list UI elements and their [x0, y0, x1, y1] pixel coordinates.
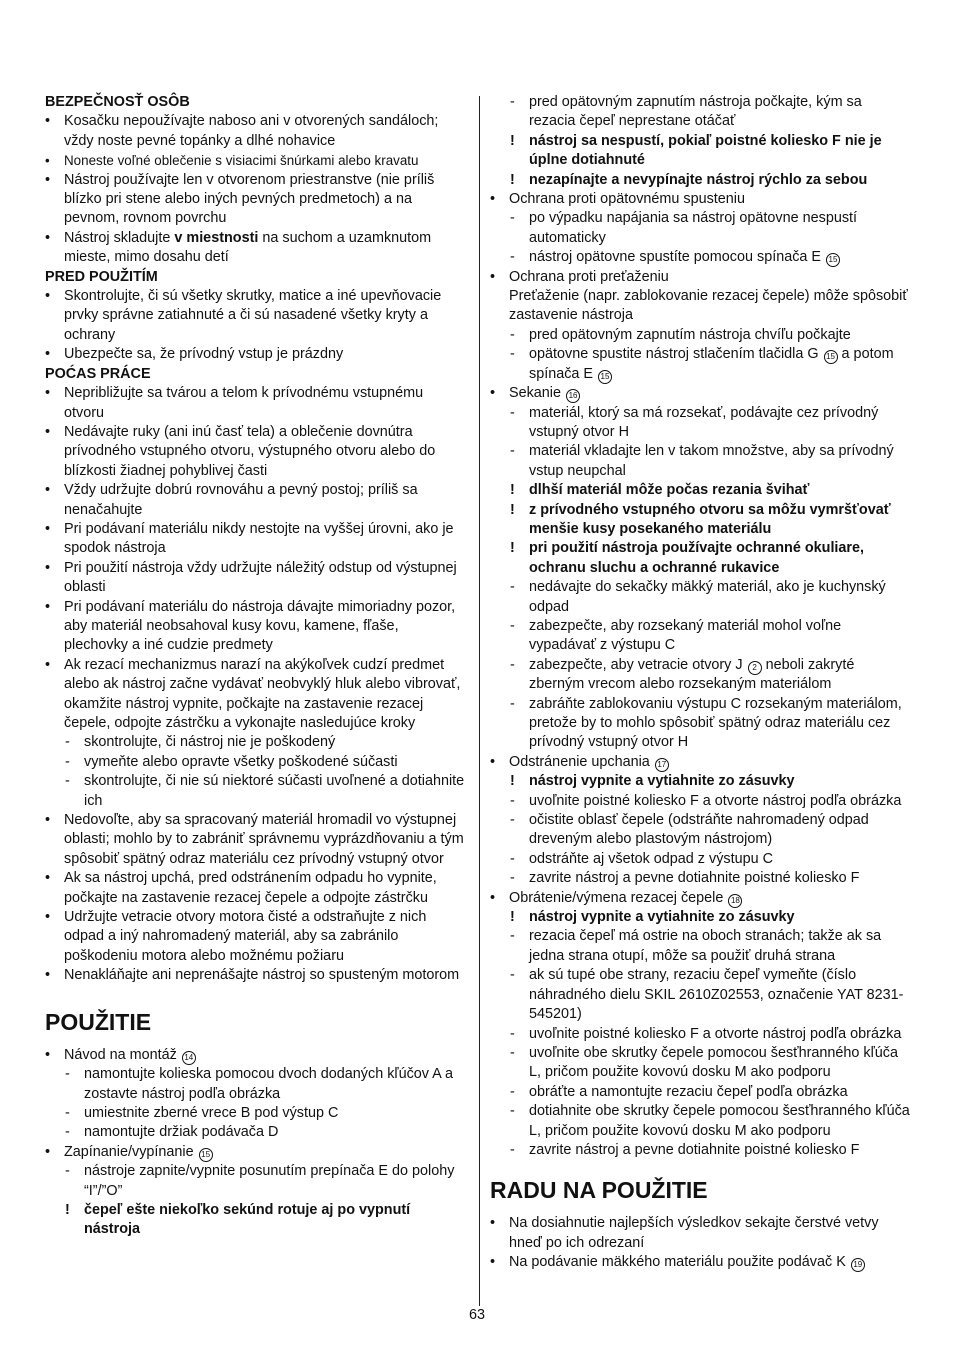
figure-ref-icon: 2	[748, 661, 762, 675]
list-item: • Vždy udržujte dobrú rovnováhu a pevný postoj; príliš sa nenačahujte	[45, 481, 465, 520]
sub-item: - po výpadku napájania sa nástroj opätovne nespustí automaticky	[490, 209, 912, 248]
sub-item: - zabezpečte, aby vetracie otvory J 2 neboli zakryté zberným vrecom alebo rozsekaným materiálom	[490, 656, 912, 695]
list-item: • Ochrana proti preťaženiu	[490, 268, 912, 287]
list-item: • Na podávanie mäkkého materiálu použite podávač K 19	[490, 1253, 912, 1272]
section-heading: BEZPEČNOSŤ OSÔB	[45, 94, 190, 110]
sub-item: - namontujte držiak podávača D	[45, 1123, 465, 1142]
paragraph: Preťaženie (napr. zablokovanie rezacej čepele) môže spôsobiť zastavenie nástroja	[509, 288, 908, 324]
list-item: • Zapínanie/vypínanie 15	[45, 1143, 465, 1162]
sub-item: - skontrolujte, či nástroj nie je poškodený	[45, 733, 465, 752]
warning-item: ! čepeľ ešte niekoľko sekúnd rotuje aj po vypnutí nástroja	[45, 1201, 465, 1240]
sub-item: - zavrite nástroj a pevne dotiahnite poistné koliesko F	[490, 1141, 912, 1160]
list-item: • Skontrolujte, či sú všetky skrutky, matice a iné upevňovacie prvky správne zatiahnuté a či sú nasadené všetky kryty a ochrany	[45, 287, 465, 345]
list-item: • Pri použití nástroja vždy udržujte náležitý odstup od výstupnej oblasti	[45, 559, 465, 598]
sub-item: - materiál, ktorý sa má rozsekať, podávajte cez prívodný vstupný otvor H	[490, 404, 912, 443]
sub-item: - dotiahnite obe skrutky čepele pomocou šesťhranného kľúča L, pričom použite kovovú dosku M ako podporu	[490, 1102, 912, 1141]
list-item: • Obrátenie/výmena rezacej čepele 18	[490, 889, 912, 908]
sub-item: - zabráňte zablokovaniu výstupu C rozsekaným materiálom, pretože by to mohlo spôsobiť spätný odraz materiálu cez prívodný vstupný otvor H	[490, 695, 912, 753]
warning-item: ! pri použití nástroja používajte ochranné okuliare, ochranu sluchu a ochranné rukavice	[490, 539, 912, 578]
section-title-tips: RADU NA POUŽITIE	[490, 1177, 708, 1204]
list-item: • Nepribližujte sa tvárou a telom k prívodnému vstupnému otvoru	[45, 384, 465, 423]
sub-item: - zavrite nástroj a pevne dotiahnite poistné koliesko F	[490, 869, 912, 888]
sub-item: - nástroje zapnite/vypnite posunutím prepínača E do polohy “I”/”O”	[45, 1162, 465, 1201]
list-item: • Na dosiahnutie najlepších výsledkov sekajte čerstvé vetvy hneď po ich odrezaní	[490, 1214, 912, 1253]
list-item: • Noneste voľné oblečenie s visiacimi šnúrkami alebo kravatu	[45, 151, 465, 170]
list-item: • Nástroj používajte len v otvorenom priestranstve (nie príliš blízko pri stene alebo iných pevných predmetoch) a na pevnom, rovnom povrchu	[45, 171, 465, 229]
warning-item: ! nezapínajte a nevypínajte nástroj rýchlo za sebou	[490, 171, 912, 190]
list-item: • Ak sa nástroj upchá, pred odstránením odpadu ho vypnite, počkajte na zastavenie rezacej čepele a odpojte zástrčku	[45, 869, 465, 908]
sub-item: - ak sú tupé obe strany, rezaciu čepeľ vymeňte (číslo náhradného dielu SKIL 2610Z02553, označenie YAT 8231-545201)	[490, 966, 912, 1024]
sub-item: - rezacia čepeľ má ostrie na oboch stranách; takže ak sa jedna strana otupí, môže sa použiť druhá strana	[490, 927, 912, 966]
figure-ref-icon: 16	[566, 389, 580, 403]
list-item: • Nástroj skladujte v miestnosti na suchom a uzamknutom mieste, mimo dosahu detí	[45, 229, 465, 268]
sub-item: - materiál vkladajte len v takom množstve, aby sa prívodný vstup neupchal	[490, 442, 912, 481]
figure-ref-icon: 18	[728, 894, 742, 908]
sub-item: - odstráňte aj všetok odpad z výstupu C	[490, 850, 912, 869]
figure-ref-icon: 15	[824, 350, 838, 364]
warning-item: ! z prívodného vstupného otvoru sa môžu vymršťovať menšie kusy posekaného materiálu	[490, 501, 912, 540]
list-item: • Nedávajte ruky (ani inú časť tela) a oblečenie dovnútra prívodného vstupného otvoru, výstupného otvoru alebo do blízkosti žiadnej pohyblivej časti	[45, 423, 465, 481]
sub-item: - nedávajte do sekačky mäkký materiál, ako je kuchynský odpad	[490, 578, 912, 617]
right-column	[490, 93, 912, 1273]
sub-item: - uvoľnite poistné koliesko F a otvorte nástroj podľa obrázka	[490, 792, 912, 811]
sub-item: - opätovne spustite nástroj stlačením tlačidla G 15 a potom spínača E 15	[490, 345, 912, 384]
sub-item: - namontujte kolieska pomocou dvoch dodaných kľúčov A a zostavte nástroj podľa obrázka	[45, 1065, 465, 1104]
list-item: • Nedovoľte, aby sa spracovaný materiál hromadil vo výstupnej oblasti; mohlo by to zabrániť správnemu vyprázdňovaniu a tým spôsobiť spätný odraz materiálu cez prívodný vstupný otvor	[45, 811, 465, 869]
figure-ref-icon: 15	[199, 1148, 213, 1162]
column-divider	[479, 96, 480, 1306]
section-heading: PRED POUŽITÍM	[45, 268, 158, 285]
figure-ref-icon: 17	[655, 758, 669, 772]
list-item: • Pri podávaní materiálu do nástroja dávajte mimoriadny pozor, aby materiál neobsahoval kusy kovu, kamene, fľaše, plechovky a iné cudzie predmety	[45, 598, 465, 656]
left-column	[45, 93, 465, 1240]
sub-item: - nástroj opätovne spustíte pomocou spínača E 15	[490, 248, 912, 267]
warning-item: ! nástroj sa nespustí, pokiaľ poistné koliesko F nie je úplne dotiahnuté	[490, 132, 912, 171]
figure-ref-icon: 19	[851, 1258, 865, 1272]
list-item: • Sekanie 16	[490, 384, 912, 403]
sub-item: - pred opätovným zapnutím nástroja chvíľu počkajte	[490, 326, 912, 345]
figure-ref-icon: 15	[826, 253, 840, 267]
sub-item: - skontrolujte, či nie sú niektoré súčasti uvoľnené a dotiahnite ich	[45, 772, 465, 811]
sub-item: - očistite oblasť čepele (odstráňte nahromadený odpad dreveným alebo plastovým nástrojom)	[490, 811, 912, 850]
sub-item: - uvoľnite obe skrutky čepele pomocou šesťhranného kľúča L, pričom použite kovovú dosku M ako podporu	[490, 1044, 912, 1083]
list-item: • Ak rezací mechanizmus narazí na akýkoľvek cudzí predmet alebo ak nástroj začne vydávať neobvyklý hluk alebo vibrovať, okamžite nástroj vypnite, počkajte na zastavenie rezacej čepele, odpojte zástrčku a vykonajte nasledujúce kroky	[45, 656, 465, 734]
section-heading: POĆAS PRÁCE	[45, 365, 151, 382]
list-item: • Ubezpečte sa, že prívodný vstup je prázdny	[45, 345, 465, 364]
sub-item: - pred opätovným zapnutím nástroja počkajte, kým sa rezacia čepeľ neprestane otáčať	[490, 93, 912, 132]
list-item: • Kosačku nepoužívajte naboso ani v otvorených sandáloch; vždy noste pevné topánky a dlhé nohavice	[45, 112, 465, 151]
figure-ref-icon: 15	[598, 370, 612, 384]
list-item: • Udržujte vetracie otvory motora čisté a odstraňujte z nich odpad a iný nahromadený materiál, aby sa zabránilo poškodeniu motora alebo možnému požiaru	[45, 908, 465, 966]
list-item: • Nenakláňajte ani neprenášajte nástroj so spusteným motorom	[45, 966, 465, 985]
sub-item: - uvoľnite poistné koliesko F a otvorte nástroj podľa obrázka	[490, 1025, 912, 1044]
list-item: • Pri podávaní materiálu nikdy nestojte na vyššej úrovni, ako je spodok nástroja	[45, 520, 465, 559]
sub-item: - zabezpečte, aby rozsekaný materiál mohol voľne vypadávať z výstupu C	[490, 617, 912, 656]
sub-item: - vymeňte alebo opravte všetky poškodené súčasti	[45, 753, 465, 772]
sub-item: - obráťte a namontujte rezaciu čepeľ podľa obrázka	[490, 1083, 912, 1102]
page-number: 63	[468, 1307, 485, 1323]
figure-ref-icon: 14	[182, 1051, 196, 1065]
list-item: • Návod na montáž 14	[45, 1046, 465, 1065]
warning-item: ! nástroj vypnite a vytiahnite zo zásuvky	[490, 908, 912, 927]
list-item: • Ochrana proti opätovnému spusteniu	[490, 190, 912, 209]
section-title-usage: POUŽITIE	[45, 1008, 152, 1035]
warning-item: ! nástroj vypnite a vytiahnite zo zásuvky	[490, 772, 912, 791]
sub-item: - umiestnite zberné vrece B pod výstup C	[45, 1104, 465, 1123]
warning-item: ! dlhší materiál môže počas rezania švihať	[490, 481, 912, 500]
list-item: • Odstránenie upchania 17	[490, 753, 912, 772]
